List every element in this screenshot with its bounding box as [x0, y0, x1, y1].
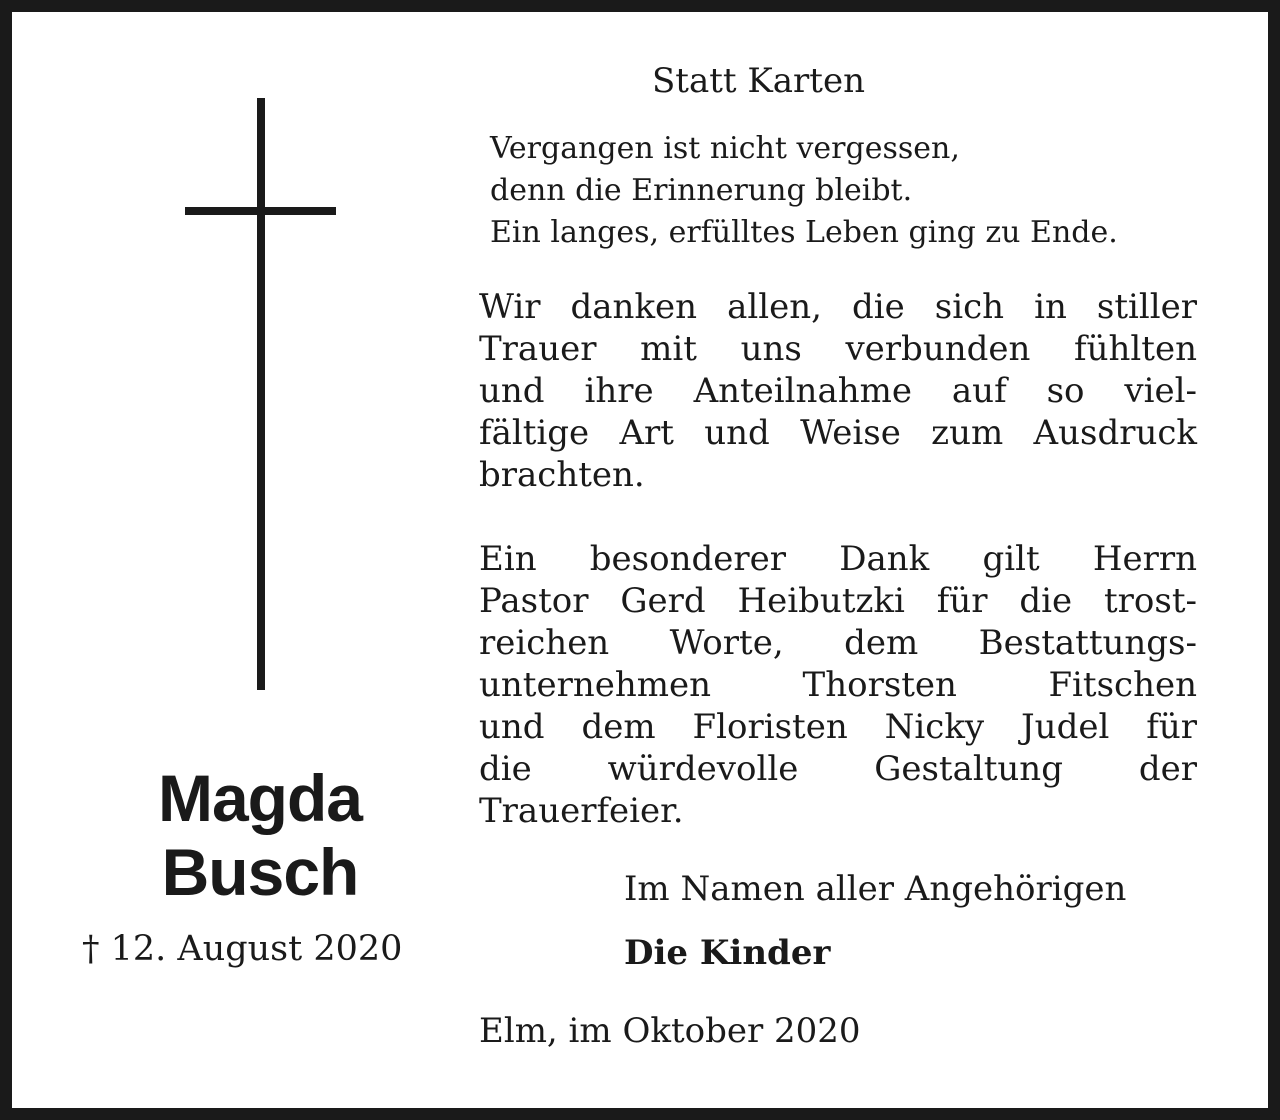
thanks-paragraph — [479, 286, 1197, 496]
paragraph-line: und dem Floristen Nicky Judel für — [479, 707, 1197, 747]
notice-heading: Statt Karten — [652, 61, 865, 101]
paragraph-line: brachten. — [479, 455, 645, 495]
deceased-last-name: Busch — [161, 835, 359, 909]
place-date: Elm, im Oktober 2020 — [479, 1011, 861, 1051]
signature-line: Im Namen aller Angehörigen — [624, 869, 1127, 909]
paragraph-line: und ihre Anteilnahme auf so viel- — [479, 371, 1197, 411]
paragraph-line: fältige Art und Weise zum Ausdruck — [479, 413, 1197, 453]
special-thanks-paragraph — [479, 538, 1197, 832]
paragraph-line: Trauer mit uns verbunden fühlten — [479, 329, 1197, 369]
poem-line: denn die Erinnerung bleibt. — [490, 173, 913, 208]
deceased-first-name: Magda — [157, 761, 363, 835]
paragraph-line: Wir danken allen, die sich in stiller — [479, 287, 1197, 327]
paragraph-line: Pastor Gerd Heibutzki für die trost- — [479, 581, 1197, 621]
paragraph-line: unternehmen Thorsten Fitschen — [479, 665, 1197, 705]
death-date: † 12. August 2020 — [82, 929, 403, 969]
poem — [490, 128, 1118, 254]
cross-horizontal-bar — [185, 207, 336, 215]
paragraph-line: Trauerfeier. — [479, 791, 684, 831]
poem-line: Vergangen ist nicht vergessen, — [490, 131, 960, 166]
paragraph-line: reichen Worte, dem Bestattungs- — [479, 623, 1197, 663]
paragraph-line: Ein besonderer Dank gilt Herrn — [479, 539, 1197, 579]
poem-line: Ein langes, erfülltes Leben ging zu Ende. — [490, 215, 1118, 250]
paragraph-line: die würdevolle Gestaltung der — [479, 749, 1197, 789]
cross-vertical-bar — [257, 98, 265, 690]
signature-name: Die Kinder — [624, 933, 831, 973]
obituary-notice — [12, 12, 1268, 1108]
